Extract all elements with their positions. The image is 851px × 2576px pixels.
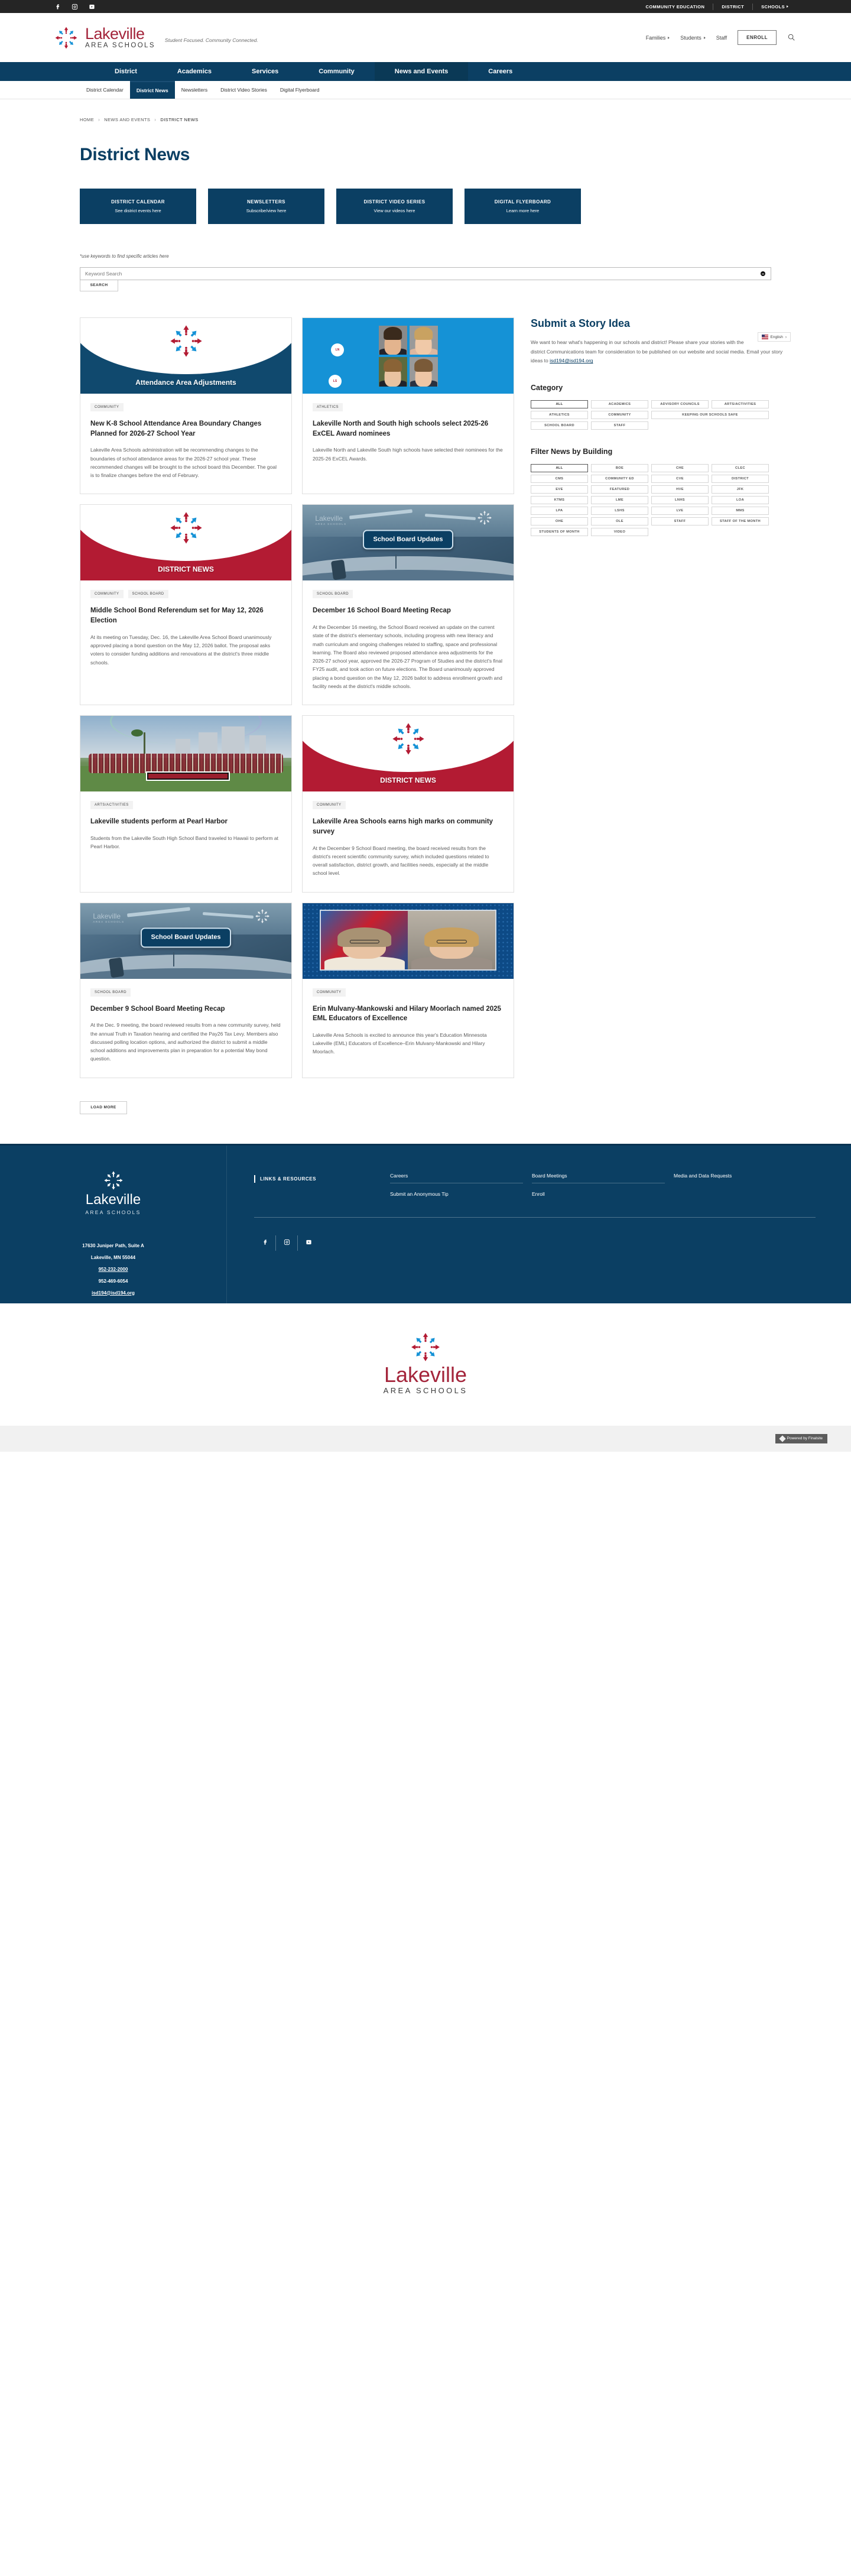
footer-links-title: LINKS & RESOURCES — [254, 1172, 390, 1183]
story-email-link[interactable]: isd194@isd194.org — [550, 358, 593, 364]
footer-link-careers[interactable]: Careers — [390, 1172, 523, 1183]
category-button-community[interactable]: COMMUNITY — [591, 411, 648, 419]
chevron-down-icon — [787, 5, 788, 8]
category-filter-buttons — [531, 400, 791, 430]
card-title[interactable]: Erin Mulvany-Mankowski and Hilary Moorlach named 2025 EML Educators of Excellence — [313, 1005, 501, 1023]
nav-item-community[interactable]: Community — [319, 68, 355, 75]
footer-link-col-3 — [674, 1172, 816, 1189]
card-title[interactable]: Lakeville North and South high schools select 2025-26 ExCEL Award nominees — [313, 420, 489, 437]
card-media — [80, 318, 291, 394]
school-board-updates-photo — [303, 505, 514, 580]
powered-by-finalsite-badge[interactable]: Powered by Finalsite — [775, 1434, 827, 1443]
submit-story-title: Submit a Story Idea — [531, 317, 631, 329]
news-search — [0, 224, 851, 291]
building-button-district[interactable]: DISTRICT — [712, 475, 769, 483]
card-media — [80, 716, 291, 791]
card-summary: At the December 9 School Board meeting, the board received results from the district's recent scientific community survey, which included questions related to overall satisfaction, district growth, and facilities needs, especially at the middle school level. — [313, 845, 489, 877]
powered-by-bar — [0, 1426, 851, 1452]
breadcrumb-current: DISTRICT NEWS — [160, 117, 199, 122]
footer-phone-secondary: 952-469-6054 — [98, 1278, 128, 1284]
bottom-logo-subtitle: AREA SCHOOLS — [383, 1386, 468, 1395]
submit-story-body: We want to hear what's happening in our schools and district! Please share your stories with the district Communications team for consideration to be published on our website and social media. Email your story ideas to — [531, 339, 783, 364]
utility-link-schools[interactable]: SCHOOLS — [753, 4, 797, 9]
card-summary: Students from the Lakeville South High School Band traveled to Hawaii to perform at Pearl Harbor. — [90, 835, 278, 850]
site-tagline: Student Focused. Community Connected. — [164, 37, 258, 43]
tag[interactable]: SCHOOL BOARD — [128, 590, 168, 598]
cta-title: NEWSLETTERS — [247, 199, 285, 205]
content-area — [0, 291, 851, 1114]
lakeville-north-badge-icon: LN — [331, 343, 344, 356]
breadcrumb — [0, 99, 851, 122]
facebook-icon[interactable] — [54, 4, 61, 10]
nav-item-services[interactable]: Services — [252, 68, 279, 75]
lakeville-south-badge-icon: LS — [329, 375, 342, 388]
news-card[interactable] — [302, 504, 514, 705]
card-title[interactable]: Middle School Bond Referendum set for May 12, 2026 Election — [90, 607, 264, 625]
card-media — [80, 903, 291, 979]
youtube-icon[interactable] — [306, 1238, 312, 1248]
footer-divider — [254, 1217, 816, 1218]
card-summary: At the Dec. 9 meeting, the board reviewed results from a new community survey, held the annual Truth in Taxation hearing and certified the Pay26 Tax Levy. Members also discussed polling location options, and authorized the district to submit a middle school additions and improvements plan in preparation for a potential May bond question. — [90, 1022, 281, 1062]
load-more-button[interactable]: LOAD MORE — [80, 1101, 127, 1114]
building-button-ole[interactable]: OLE — [591, 517, 648, 525]
tag[interactable]: COMMUNITY — [90, 590, 124, 598]
category-filter-title: Category — [531, 384, 563, 392]
category-button-academics[interactable]: ACADEMICS — [591, 400, 648, 408]
building-button-cms[interactable]: CMS — [531, 475, 588, 483]
card-tags — [90, 988, 281, 997]
footer-link-col-1 — [390, 1172, 532, 1208]
footer-link-board-meetings[interactable]: Board Meetings — [532, 1172, 665, 1183]
cta-subtitle: See district events here — [115, 208, 161, 213]
tag[interactable]: SCHOOL BOARD — [90, 988, 131, 997]
card-tags — [313, 590, 504, 598]
main-navigation — [0, 62, 851, 81]
building-button-ktms[interactable]: KTMS — [531, 496, 588, 504]
bottom-logo[interactable] — [384, 1332, 468, 1395]
footer-link-media-and-data-requests[interactable]: Media and Data Requests — [674, 1172, 732, 1179]
building-button-lme[interactable]: LME — [591, 496, 648, 504]
title-accent-bar — [254, 1175, 255, 1183]
category-button-athletics[interactable]: ATHLETICS — [531, 411, 588, 419]
cta-title: DISTRICT VIDEO SERIES — [363, 199, 426, 205]
card-media — [80, 505, 291, 580]
footer-link-enroll[interactable]: Enroll — [532, 1190, 545, 1197]
compass-arrows-logo-icon — [477, 510, 492, 525]
cta-subtitle: Subscribe/view here — [246, 208, 287, 213]
site-header — [0, 13, 851, 62]
tag[interactable]: ATHLETICS — [313, 403, 343, 411]
building-button-boe[interactable]: BOE — [591, 464, 648, 472]
building-button-video[interactable]: VIDEO — [591, 528, 648, 536]
site-logo[interactable] — [54, 26, 155, 50]
cta-title: DISTRICT CALENDAR — [111, 199, 165, 205]
cta-title: DIGITAL FLYERBOARD — [494, 199, 551, 205]
card-media — [303, 505, 514, 580]
building-button-eve[interactable]: EVE — [531, 485, 588, 494]
language-selector[interactable] — [758, 332, 791, 342]
building-button-students-of-month[interactable]: STUDENTS OF MONTH — [531, 528, 588, 536]
building-button-che[interactable]: CHE — [651, 464, 709, 472]
card-summary: Lakeville Area Schools administration will be recommending changes to the boundaries of school attendance areas for the 2026-27 school year. These recommended changes will be brought to the school board this December. The goal is to finalize changes before the end of February. — [90, 447, 277, 479]
cta-digital-flyerboard[interactable] — [465, 189, 581, 224]
footer-contact-column — [0, 1146, 227, 1303]
building-button-lshs[interactable]: LSHS — [591, 507, 648, 515]
district-news-graphic-red — [303, 716, 514, 791]
site-footer — [0, 1144, 851, 1303]
card-media-label: DISTRICT NEWS — [158, 565, 214, 574]
instagram-icon[interactable] — [72, 4, 78, 10]
chevron-right-icon: › — [154, 117, 157, 122]
band-banner — [146, 771, 230, 781]
category-button-advisory-councils[interactable]: ADVISORY COUNCILS — [651, 400, 709, 408]
utility-social-links — [54, 4, 95, 10]
subnav-item-digital-flyerboard[interactable]: Digital Flyerboard — [280, 87, 320, 93]
footer-logo[interactable] — [85, 1170, 141, 1215]
card-tags — [90, 590, 281, 598]
news-card[interactable] — [80, 903, 292, 1078]
excel-award-nominees-photo — [303, 318, 514, 394]
logo-subtitle: AREA SCHOOLS — [85, 41, 155, 49]
nav-item-careers[interactable]: Careers — [488, 68, 513, 75]
building-button-mms[interactable]: MMS — [712, 507, 769, 515]
bottom-logo-block — [0, 1303, 851, 1426]
footer-phone-primary[interactable]: 952-232-2000 — [98, 1266, 128, 1272]
footer-logo-wordmark: Lakeville — [85, 1191, 141, 1208]
building-button-community-ed[interactable]: COMMUNITY ED — [591, 475, 648, 483]
card-media-label: School Board Updates — [141, 928, 232, 948]
card-tags — [313, 403, 504, 411]
search-icon[interactable] — [787, 33, 797, 43]
subnav-item-district-video-stories[interactable]: District Video Stories — [220, 87, 267, 93]
cta-button-row — [0, 165, 851, 224]
card-media — [303, 903, 514, 979]
building-button-ohe[interactable]: OHE — [531, 517, 588, 525]
tag[interactable]: COMMUNITY — [313, 988, 346, 997]
card-title[interactable]: December 9 School Board Meeting Recap — [90, 1005, 225, 1013]
tag[interactable]: ARTS/ACTIVITIES — [90, 801, 133, 809]
utility-link-community-education[interactable]: COMMUNITY EDUCATION — [645, 4, 705, 9]
compass-arrows-logo-icon — [103, 1170, 124, 1190]
chevron-right-icon: › — [98, 117, 100, 122]
card-title[interactable]: Lakeville students perform at Pearl Harbor — [90, 818, 228, 826]
search-input[interactable] — [85, 271, 766, 277]
building-button-cve[interactable]: CVE — [651, 475, 709, 483]
subnav-item-district-calendar[interactable]: District Calendar — [86, 87, 124, 93]
logo-wordmark: Lakeville — [85, 24, 145, 43]
card-title[interactable]: Lakeville Area Schools earns high marks on community survey — [313, 818, 493, 835]
card-tags — [313, 801, 504, 809]
building-button-staff[interactable]: STAFF — [651, 517, 709, 525]
subnav-item-newsletters[interactable]: Newsletters — [181, 87, 208, 93]
card-tags — [90, 403, 281, 411]
category-button-all[interactable]: ALL — [531, 400, 588, 408]
clear-icon[interactable] — [761, 271, 765, 276]
compass-arrows-logo-icon — [410, 1332, 441, 1362]
building-button-lpa[interactable]: LPA — [531, 507, 588, 515]
watermark-logo: Lakeville AREA SCHOOLS — [93, 911, 125, 923]
eml-educators-photo — [303, 903, 514, 979]
card-media — [303, 318, 514, 394]
cta-newsletters[interactable] — [208, 189, 324, 224]
category-button-keeping-our-schools-safe[interactable]: KEEPING OUR SCHOOLS SAFE — [651, 411, 769, 419]
header-link-families[interactable]: Families — [646, 35, 670, 41]
sub-navigation — [0, 81, 851, 99]
breadcrumb-news-and-events[interactable]: NEWS AND EVENTS — [104, 117, 151, 122]
building-filter-title: Filter News by Building — [531, 447, 613, 456]
news-card[interactable] — [80, 715, 292, 892]
category-button-school-board[interactable]: SCHOOL BOARD — [531, 421, 588, 430]
card-summary: At the December 16 meeting, the School Board received an update on the current state of the district's elementary schools, including progress with new literacy and math curriculum and ongoing challenges related to staffing, space and professional learning. The Board also reviewed proposed attendance area adjustments for the 2026-27 school year, approved the 2026-27 Program of Studies and the district's final FY25 audit, and took action on future elections. The Board unanimously approved placing a bond question on the May 12, 2026 ballot to address enrollment growth and facility needs at the district's middle schools. — [313, 624, 503, 689]
breadcrumb-home[interactable]: HOME — [80, 117, 95, 122]
card-media-label: Attendance Area Adjustments — [135, 378, 236, 387]
nav-item-academics[interactable]: Academics — [177, 68, 212, 75]
submit-story-text — [531, 338, 791, 366]
compass-arrows-logo-icon — [391, 722, 426, 756]
card-tags — [90, 801, 281, 809]
category-button-staff[interactable]: STAFF — [591, 421, 648, 430]
building-button-featured[interactable]: FEATURED — [591, 485, 648, 494]
search-button[interactable]: SEARCH — [80, 280, 118, 291]
youtube-icon[interactable] — [89, 4, 95, 10]
card-media-label: School Board Updates — [363, 530, 454, 550]
news-card-grid — [80, 317, 514, 1114]
cta-subtitle: View our videos here — [373, 208, 415, 213]
header-link-students[interactable]: Students — [680, 35, 706, 41]
facebook-icon[interactable] — [262, 1238, 268, 1248]
news-card[interactable] — [302, 903, 514, 1078]
news-card[interactable] — [302, 317, 514, 494]
footer-address-line1: 17630 Juniper Path, Suite A — [82, 1242, 144, 1248]
language-label: English — [770, 335, 783, 339]
card-media-label: DISTRICT NEWS — [380, 776, 436, 784]
cta-subtitle: Learn more here — [506, 208, 540, 213]
footer-address-line2: Lakeville, MN 55044 — [90, 1254, 136, 1260]
sidebar — [531, 317, 791, 536]
footer-logo-subtitle: AREA SCHOOLS — [85, 1209, 141, 1215]
news-card[interactable] — [302, 715, 514, 892]
watermark-logo: Lakeville AREA SCHOOLS — [315, 514, 347, 525]
search-hint: *use keywords to find specific articles here — [80, 254, 169, 259]
bottom-logo-wordmark: Lakeville — [384, 1362, 467, 1387]
card-summary: Lakeville North and Lakeville South high schools have selected their nominees for the 2025-26 ExCEL Awards. — [313, 447, 503, 462]
tag[interactable]: COMMUNITY — [90, 403, 124, 411]
card-summary: At its meeting on Tuesday, Dec. 16, the Lakeville Area School Board unanimously approved placing a bond question on the May 12, 2026 ballot. The proposal asks voters to consider funding additions and renovations at the district's three middle schools. — [90, 634, 272, 666]
pearl-harbor-band-photo — [80, 716, 291, 791]
building-button-all[interactable]: ALL — [531, 464, 588, 472]
building-button-staff-of-the-month[interactable]: STAFF OF THE MONTH — [712, 517, 769, 525]
card-summary: Lakeville Area Schools is excited to announce this year's Education Minnesota Lakeville (EML) Educators of Excellence–Erin Mulvany-Mankowski and Hilary Moorlach. — [313, 1031, 487, 1055]
chevron-right-icon: › — [785, 335, 787, 339]
card-media — [303, 716, 514, 791]
building-filter-buttons — [531, 464, 791, 536]
district-news-graphic-red — [80, 505, 291, 580]
header-link-staff[interactable]: Staff — [716, 34, 727, 41]
compass-arrows-logo-icon — [169, 511, 203, 545]
footer-email[interactable]: isd194@isd194.org — [92, 1290, 135, 1296]
instagram-icon[interactable] — [284, 1238, 290, 1248]
building-button-jfk[interactable]: JFK — [712, 485, 769, 494]
utility-nav — [638, 4, 797, 10]
news-card[interactable] — [80, 317, 292, 494]
compass-arrows-logo-icon — [54, 26, 78, 50]
card-tags — [313, 988, 504, 997]
category-button-arts-activities[interactable]: ARTS/ACTIVITIES — [712, 400, 769, 408]
utility-bar — [0, 0, 851, 13]
card-title[interactable]: New K-8 School Attendance Area Boundary Changes Planned for 2026-27 School Year — [90, 420, 262, 437]
footer-address-block — [82, 1240, 144, 1299]
compass-arrows-logo-icon — [169, 324, 203, 358]
building-button-lve[interactable]: LVE — [651, 507, 709, 515]
attendance-area-adjustments-graphic — [80, 318, 291, 394]
tag[interactable]: COMMUNITY — [313, 801, 346, 809]
chevron-down-icon — [704, 37, 706, 39]
card-title[interactable]: December 16 School Board Meeting Recap — [313, 607, 451, 615]
nav-item-district[interactable]: District — [115, 68, 137, 75]
building-button-hve[interactable]: HVE — [651, 485, 709, 494]
building-button-clec[interactable]: CLEC — [712, 464, 769, 472]
us-flag-icon — [762, 335, 768, 339]
subnav-item-district-news[interactable]: District News — [130, 81, 175, 99]
footer-links-column — [227, 1146, 851, 1303]
cta-district-calendar[interactable] — [80, 189, 196, 224]
news-card[interactable] — [80, 504, 292, 705]
footer-social-links — [254, 1235, 816, 1251]
building-button-lnhs[interactable]: LNHS — [651, 496, 709, 504]
chevron-down-icon — [668, 37, 670, 39]
page-title: District News — [80, 145, 190, 164]
school-board-updates-photo — [80, 903, 291, 979]
utility-link-district[interactable]: DISTRICT — [722, 4, 745, 9]
footer-link-col-2 — [532, 1172, 674, 1208]
nav-item-news-and-events[interactable]: News and Events — [375, 62, 468, 81]
enroll-button[interactable]: ENROLL — [738, 30, 777, 45]
footer-link-submit-anonymous-tip[interactable]: Submit an Anonymous Tip — [390, 1190, 449, 1197]
compass-arrows-logo-icon — [255, 909, 270, 924]
header-nav — [646, 30, 797, 45]
finalsite-icon — [779, 1435, 785, 1442]
tag[interactable]: SCHOOL BOARD — [313, 590, 353, 598]
building-button-loa[interactable]: LOA — [712, 496, 769, 504]
search-field-wrapper — [80, 267, 771, 280]
cta-district-video-series[interactable] — [336, 189, 453, 224]
